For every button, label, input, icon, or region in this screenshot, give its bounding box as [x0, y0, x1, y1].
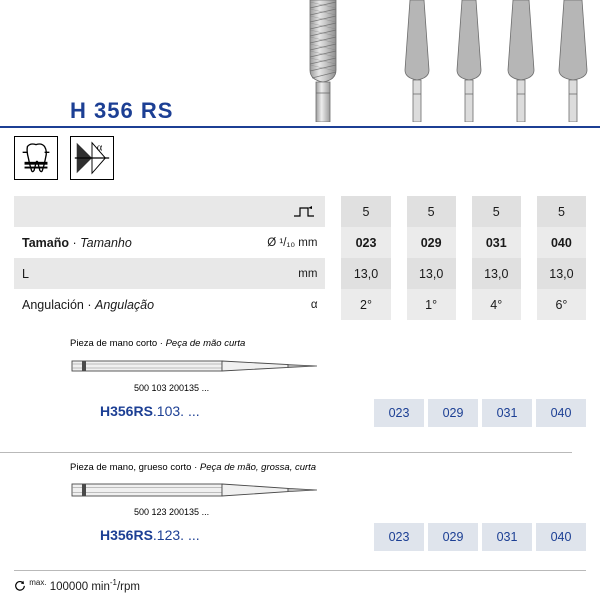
spec-label [14, 289, 249, 320]
shank-caption-pt: Peça de mão, grossa, curta [199, 462, 317, 473]
page-title: H 356 RS [70, 98, 174, 123]
shank-caption-sep: · [159, 338, 163, 349]
shank-product-code-rest: .103. ... [152, 403, 200, 419]
shank-reference-code: 500 103 200135 ... [134, 383, 210, 393]
spec-label-pt: Tamanho [80, 235, 132, 250]
shank-product-code-bold: H356RS [100, 527, 153, 543]
footer-exponent: -1 [109, 578, 117, 587]
spec-label-pt: Angulação [95, 297, 155, 312]
size-cell[interactable]: 023 [374, 399, 424, 427]
spec-value: 6° [537, 289, 586, 320]
angle-alpha-icon [70, 136, 114, 180]
spec-label [14, 196, 249, 227]
spec-label-sep: · [87, 297, 92, 312]
section-divider [0, 452, 572, 453]
spec-label-es: Tamaño [22, 235, 69, 250]
spec-value: 5 [537, 196, 586, 227]
shank-section-2 [14, 462, 586, 551]
shank-product-code [100, 527, 200, 543]
spec-label [14, 227, 249, 258]
size-cell[interactable]: 040 [536, 399, 586, 427]
shape-icon [249, 196, 326, 227]
spec-value: 13,0 [537, 258, 586, 289]
footer-value: 100000 min [49, 580, 110, 593]
spec-label-es: L [22, 266, 29, 281]
bur-illustration-3 [448, 0, 490, 122]
footer-speed-note [14, 578, 140, 593]
shank-code-row [14, 523, 586, 551]
spec-value: 029 [407, 227, 456, 258]
spec-unit: Ø ¹/₁₀ mm [267, 236, 318, 249]
bur-illustration-4 [500, 0, 542, 122]
shank-product-code-rest: .123. ... [152, 527, 200, 543]
size-cell[interactable]: 040 [536, 523, 586, 551]
illustration-band [0, 0, 600, 128]
shank-product-code [100, 403, 200, 419]
rpm-icon [14, 581, 29, 593]
spec-unit: mm [298, 267, 318, 280]
spec-value: 1° [407, 289, 456, 320]
table-row [14, 289, 586, 320]
shank-caption [70, 462, 586, 473]
spec-value: 13,0 [341, 258, 390, 289]
table-row [14, 258, 586, 289]
shank-code-row [14, 399, 586, 427]
table-row [14, 196, 586, 227]
specification-table [14, 196, 586, 320]
tooth-preparation-icon [14, 136, 58, 180]
spec-value: 4° [472, 289, 521, 320]
footer-sub-label: max. [29, 578, 47, 587]
bur-illustration-2 [396, 0, 438, 122]
bur-illustration-1 [292, 0, 354, 122]
shank-caption-es: Pieza de mano corto [70, 338, 158, 349]
table-row [14, 227, 586, 258]
spec-value: 040 [537, 227, 586, 258]
spec-value: 5 [472, 196, 521, 227]
footer-suffix: /rpm [116, 580, 140, 593]
shank-illustration-2 [70, 477, 340, 505]
spec-value: 5 [407, 196, 456, 227]
shank-caption-pt: Peça de mão curta [165, 338, 246, 349]
shank-size-cells [370, 523, 586, 551]
spec-label-es: Angulación [22, 297, 84, 312]
shank-reference-code: 500 123 200135 ... [134, 507, 210, 517]
spec-label [14, 258, 249, 289]
shank-product-code-bold: H356RS [100, 403, 153, 419]
shank-caption-sep: · [194, 462, 198, 473]
size-cell[interactable]: 029 [428, 523, 478, 551]
shank-caption-es: Pieza de mano, grueso corto [70, 462, 192, 473]
size-cell[interactable]: 023 [374, 523, 424, 551]
size-cell[interactable]: 029 [428, 399, 478, 427]
shank-section-1 [14, 338, 586, 427]
spec-value: 023 [341, 227, 390, 258]
spec-value: 2° [341, 289, 390, 320]
shank-size-cells [370, 399, 586, 427]
footer-divider [14, 570, 586, 571]
spec-value: 13,0 [407, 258, 456, 289]
spec-value: 13,0 [472, 258, 521, 289]
pictogram-row [14, 136, 114, 180]
shank-caption [70, 338, 586, 349]
spec-value: 031 [472, 227, 521, 258]
spec-unit: α [310, 298, 318, 311]
bur-illustration-5 [552, 0, 594, 122]
spec-value: 5 [341, 196, 390, 227]
svg-text:α: α [96, 142, 103, 154]
shank-illustration-1 [70, 353, 340, 381]
spec-label-sep: · [72, 235, 77, 250]
size-cell[interactable]: 031 [482, 523, 532, 551]
size-cell[interactable]: 031 [482, 399, 532, 427]
